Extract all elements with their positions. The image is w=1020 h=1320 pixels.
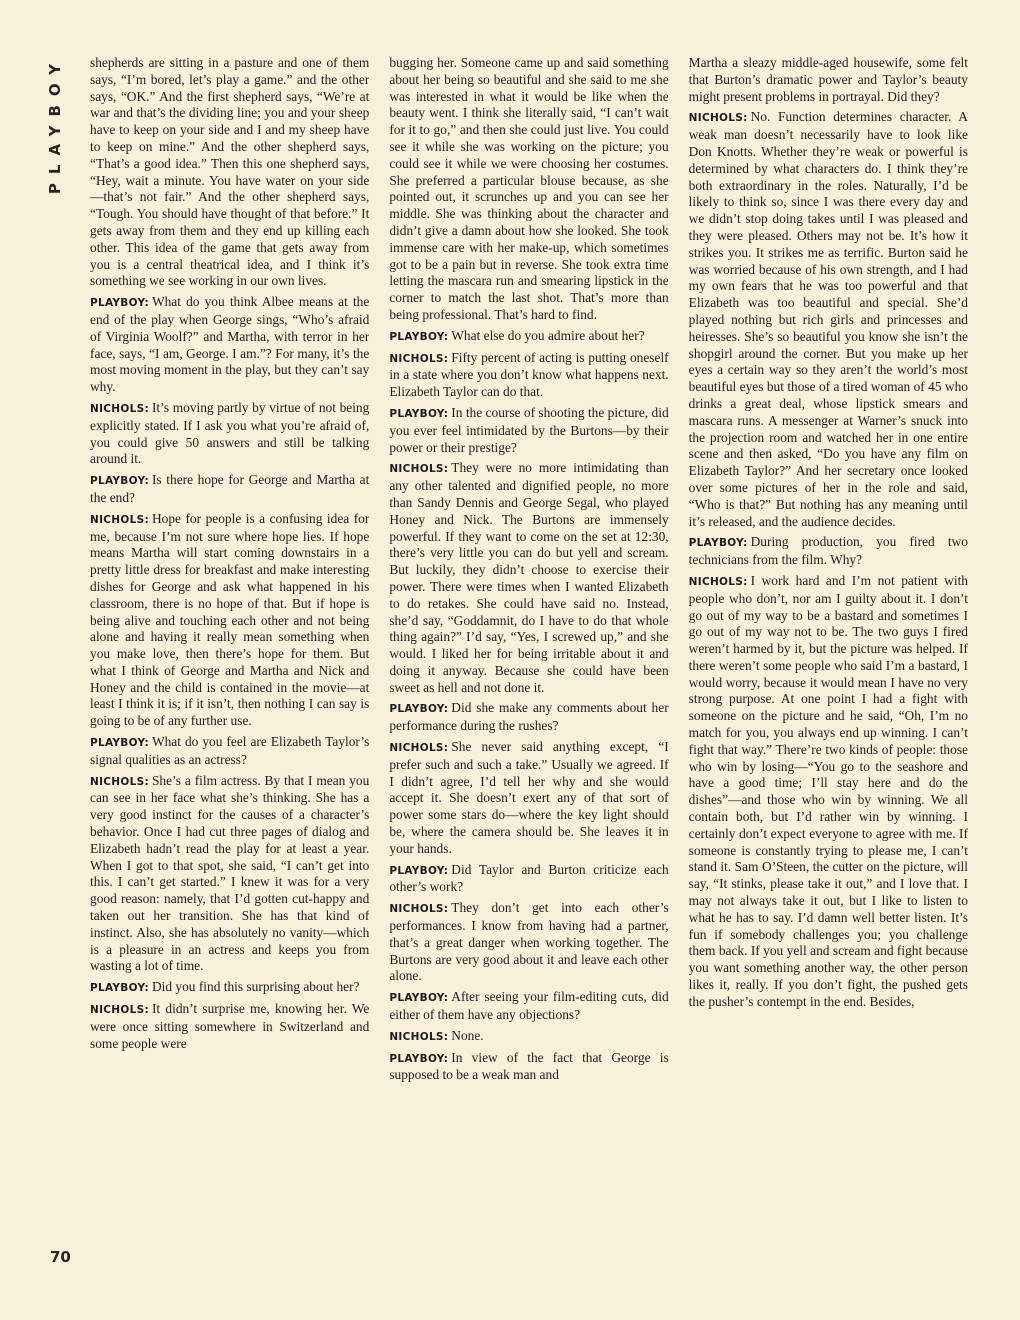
speaker-label: PLAYBOY: (389, 703, 449, 716)
paragraph (389, 900, 668, 985)
paragraph-text: In view of the fact that George is supposed to be a weak man and (389, 1049, 669, 1083)
speaker-label: NICHOLS: (688, 575, 748, 588)
paragraph (389, 700, 668, 735)
speaker-label: PLAYBOY: (688, 537, 748, 550)
speaker-label: NICHOLS: (389, 903, 449, 916)
paragraph (389, 989, 668, 1024)
speaker-label: PLAYBOY: (389, 407, 449, 420)
paragraph-text: No. Function determines character. A weak man doesn’t necessarily have to look like Don Knotts. Whether they’re weak or powerful is determined by what characters do. I think they’re both extraordinary in the roles. Naturally, I’d be likely to think so, since I was there every day and we didn’t stop doing takes until I was pleased and they were pleased. Others may not be. It’s how it strikes you. It strikes me as terrific. Burton said he was worried because of his own strength, and I had my own fears that he was too powerful and that Elizabeth was too beautiful and special. She’d played nothing but rich girls and princesses and heiresses. She’s so beautiful you know she isn’t the shopgirl around the corner. But you make up her eyes a certain way so they aren’t the world’s most beautiful eyes but those of a tired woman of 45 who drinks a great deal, whose lipstick smears and mascara runs. A messenger at Warner’s snuck into the projection room and watched her in one entire scene and then asked, “Do you have any film on Elizabeth Taylor?” And her secretary once looked over some pictures of her in the role and said, “Who is that?” But nothing has any meaning until it’s released, and the audience decides. (688, 109, 968, 529)
magazine-sidebar (46, 55, 80, 215)
paragraph (90, 55, 369, 290)
speaker-label: NICHOLS: (389, 1030, 449, 1043)
paragraph-text: She’s a film actress. By that I mean you can see in her face what she’s thinking. She has a very good instinct for the causes of a character’s behavior. Once I had cut three pages of dialog and Elizabeth hadn’t read the play for at least a year. When I got to that spot, she said, “I can’t get into this. I can’t get started.” I knew it was for a very good reason: namely, that I’d gotten cut-happy and taken out her transition. She has that kind of instinct. Also, she has absolutely no vanity—which is a pleasure in an actress and keeps you from wasting a lot of time. (90, 772, 370, 974)
paragraph (90, 979, 369, 997)
speaker-label: PLAYBOY: (389, 330, 449, 343)
paragraph-text: None. (451, 1027, 484, 1043)
paragraph-text: Is there hope for George and Martha at the end? (90, 472, 370, 505)
paragraph (689, 573, 968, 1011)
speaker-label: NICHOLS: (90, 1004, 149, 1017)
paragraph-text: Martha a sleazy middle-aged housewife, some felt that Burton’s dramatic power and Taylor’s beauty might present problems in portrayal. Did they? (688, 55, 968, 104)
paragraph (90, 472, 369, 507)
speaker-label: NICHOLS: (688, 112, 748, 125)
paragraph-text: I work hard and I’m not patient with people who don’t, nor am I guilty about it. I don’t go out of my way to be a bastard and sometimes I go out of my way not to be. The two guys I fired weren’t harmed by it, but the picture was helped. If there weren’t some people who said I’m a bastard, I would worry, because it would mean I have no very strong purpose. At one point I had a fight with someone on the picture and he said, “Oh, I’m no match for you, you always end up winning. I can’t fight that way.” There’re two kinds of people: those who win by losing—“You go to the seashore and have a good time; I’ll stay here and do the dishes”—and those who win by winning. We all contain both, but I’d rather win by winning. I certainly don’t expect everyone to agree with me. If someone is constantly trying to please me, I can’t stand it. Sam O’Steen, the cutter on the picture, will say, “It stinks, please take it out,” and I love that. I may not always take it out, but I like to listen to what he has to say. I’d damn well better listen. It’s fun if somebody challenges you; you challenge them back. If you yell and scream and fight because you want something another way, the other person likes it, really. If you don’t fight, the pushed gets the pusher’s contempt in the end. Besides, (688, 572, 968, 1009)
paragraph-text: What else do you admire about her? (451, 327, 645, 343)
speaker-label: NICHOLS: (389, 463, 449, 476)
speaker-label: PLAYBOY: (389, 992, 449, 1005)
paragraph-text: In the course of shooting the picture, did you ever feel intimidated by the Burtons—by their power or their prestige? (389, 404, 669, 455)
paragraph (90, 294, 369, 396)
paragraph-text: What do you feel are Elizabeth Taylor’s signal qualities as an actress? (90, 734, 370, 767)
paragraph-text: What do you think Albee means at the end of the play when George sings, “Who’s afraid of Virginia Woolf?” and Martha, with terror in her face, says, “I am, George. I am.”? For many, it’s the most moving moment in the play, but they can’t say why. (90, 294, 370, 395)
speaker-label: PLAYBOY: (389, 864, 449, 877)
speaker-label: PLAYBOY: (90, 475, 149, 488)
paragraph (689, 109, 968, 530)
speaker-label: PLAYBOY: (90, 297, 149, 310)
paragraph-text: bugging her. Someone came up and said something about her being so beautiful and she said to me she was interested in what it would be like when the beauty went. I think she literally said, “I can’t wait for it to go,” and then she could just live. You could see it while she was working on the picture; you could see it while we were choosing her costumes. She preferred a particular blouse because, as she pointed out, it scrunches up and you can see her middle. She was thinking about the character and didn’t give a damn about how she looked. She took immense care with her make-up, which sometimes got to be a pain but in reverse. She took extra time letting the mascara run and smearing lipstick in the corner to match the last shot. That’s more than being professional. That’s hard to find. (389, 55, 669, 322)
speaker-label: NICHOLS: (90, 402, 149, 415)
paragraph (90, 773, 369, 976)
paragraph (90, 511, 369, 730)
paragraph (689, 55, 968, 105)
speaker-label: NICHOLS: (389, 742, 449, 755)
paragraph-text: shepherds are sitting in a pasture and one of them says, “I’m bored, let’s play a game.” and the other says, “OK.” And the first shepherd says, “We’re at war and that’s the dividing line; you and your sheep have to keep on your side and I and my sheep have to keep on mine.” And the other shepherd says, “That’s a good idea.” Then this one shepherd says, “Hey, wait a minute. You have water on your side—that’s not fair.” And the other shepherd says, “Tough. You should have thought of that before.” It gets away from them and they end up killing each other. This idea of the game that gets away from you is a central theatrical idea, and I think it’s something we see working in our own lives. (90, 55, 370, 289)
paragraph (389, 862, 668, 897)
paragraph (90, 734, 369, 769)
paragraph-text: She never said anything except, “I prefer such and such a take.” Usually we agreed. If I didn’t agree, I’d tell her why and she would accept it. She doesn’t exert any of that sort of power some stars do—where the key light should be, where the camera should be. She leaves it in your hands. (389, 739, 669, 856)
paragraph-text: Did you find this surprising about her? (151, 979, 360, 995)
column-1 (90, 55, 369, 1285)
article-body (90, 55, 968, 1285)
speaker-label: NICHOLS: (90, 775, 149, 788)
paragraph (90, 400, 369, 468)
paragraph (389, 405, 668, 456)
paragraph (389, 350, 668, 401)
paragraph-text: It’s moving partly by virtue of not being explicitly stated. If I ask you what you’re afraid of, you could give 50 answers and still be talking around it. (90, 399, 370, 467)
column-2 (389, 55, 668, 1285)
paragraph (389, 328, 668, 346)
paragraph-text: Hope for people is a confusing idea for me, because I’m not sure where hope lies. If hope means Martha will start coming downstairs in a pretty little dress for breakfast and make interesting dishes for George and ask what happened in his classroom, there is no hope of that. But if hope is being alive and touching each other and not being alone and having it really mean something when you make love, then there’s hope for them. But what I think of George and Martha and Nick and Honey and the child is contained in the movie—at least I think it is; if it isn’t, then nothing I can say is going to be of any further use. (90, 510, 370, 729)
paragraph-text: They were no more intimidating than any other talented and dignified people, no more than Sandy Dennis and George Segal, who played Honey and Nick. The Burtons are immensely powerful. If they want to come on the set at 12:30, there’s very little you can do but yell and scream. But luckily, they didn’t choose to exercise their power. There were times when I wanted Elizabeth to do retakes. She could have said no. Instead, she’d say, “Goddamnit, do I have to do that whole thing again?” I’d say, “Yes, I screwed up,” and she would. I liked her for being irritable about it and doing it anyway. Because she could have been sweet as hell and not done it. (389, 460, 669, 695)
speaker-label: PLAYBOY: (90, 737, 149, 750)
paragraph (90, 1001, 369, 1052)
magazine-logo: PLAYBOY (46, 55, 64, 195)
speaker-label: NICHOLS: (90, 513, 149, 526)
paragraph (389, 1028, 668, 1046)
paragraph (389, 1050, 668, 1085)
column-3 (689, 55, 968, 1285)
paragraph-text: Did she make any comments about her performance during the rushes? (389, 700, 669, 734)
paragraph-text: It didn’t surprise me, knowing her. We were once sitting somewhere in Switzerland and some people were (90, 1001, 370, 1051)
page-number: 70 (50, 1248, 71, 1266)
paragraph-text: They don’t get into each other’s performances. I know from having had a partner, that’s a great danger when working together. The Burtons are very good about it and leave each other alone. (389, 900, 669, 984)
paragraph-text: Did Taylor and Burton criticize each other’s work? (389, 861, 669, 895)
paragraph-text: After seeing your film-editing cuts, did either of them have any objections? (389, 989, 669, 1023)
paragraph-text: Fifty percent of acting is putting oneself in a state where you don’t know what happens next. Elizabeth Taylor can do that. (389, 349, 669, 400)
paragraph (389, 460, 668, 696)
speaker-label: PLAYBOY: (389, 1052, 449, 1065)
paragraph-text: During production, you fired two technicians from the film. Why? (688, 534, 968, 568)
paragraph (389, 55, 668, 324)
paragraph (389, 739, 668, 858)
speaker-label: NICHOLS: (389, 352, 449, 365)
paragraph (689, 534, 968, 569)
speaker-label: PLAYBOY: (90, 982, 149, 995)
